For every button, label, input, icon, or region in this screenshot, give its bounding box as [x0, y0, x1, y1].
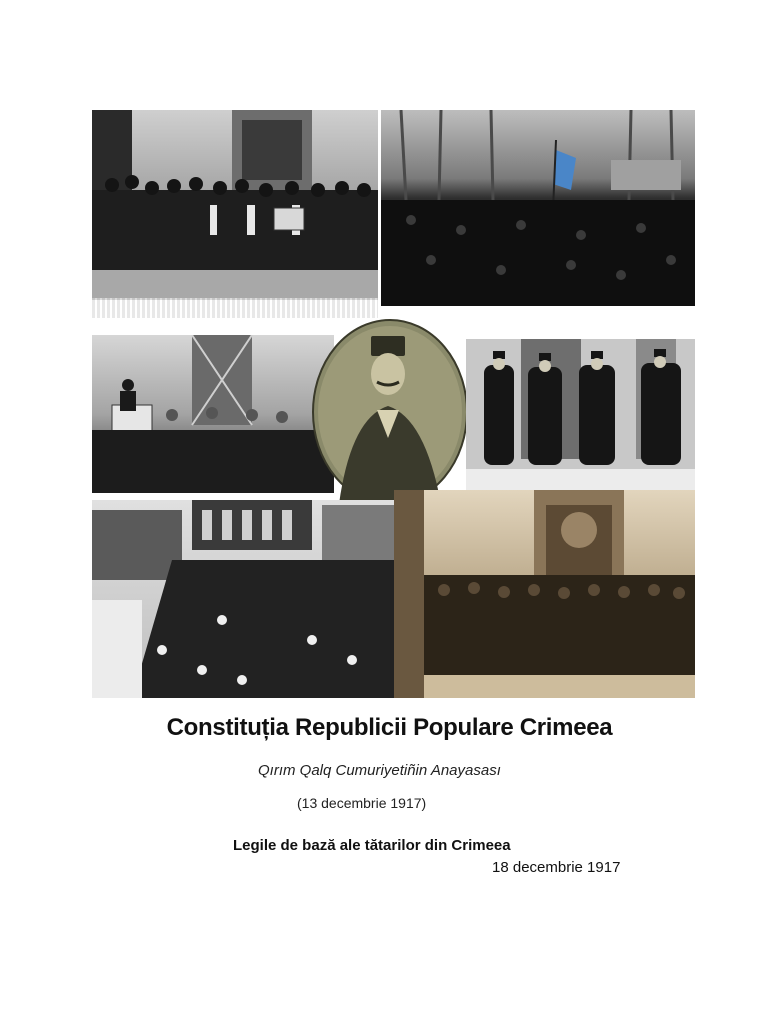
collage-photo-oval-portrait	[311, 318, 469, 506]
adoption-date: (13 decembrie 1917)	[297, 795, 427, 811]
laws-heading: Legile de bază ale tătarilor din Crimeea	[233, 837, 511, 854]
document-title: Constituția Republicii Populare Crimeea	[166, 714, 613, 741]
collage-photo-palace-gate-group	[394, 490, 695, 698]
laws-date: 18 decembrie 1917	[492, 859, 621, 876]
collage-photo-crowd-flag	[381, 110, 695, 306]
collage-photo-assembly-hall	[92, 335, 334, 493]
collage-photo-street-crowd	[92, 500, 394, 698]
document-subtitle: Qırım Qalq Cumuriyetiñin Anayasası	[258, 762, 501, 779]
collage-photo-four-men	[466, 339, 695, 491]
photo-caption-strip	[92, 298, 378, 318]
collage-photo-group-portrait	[92, 110, 378, 300]
